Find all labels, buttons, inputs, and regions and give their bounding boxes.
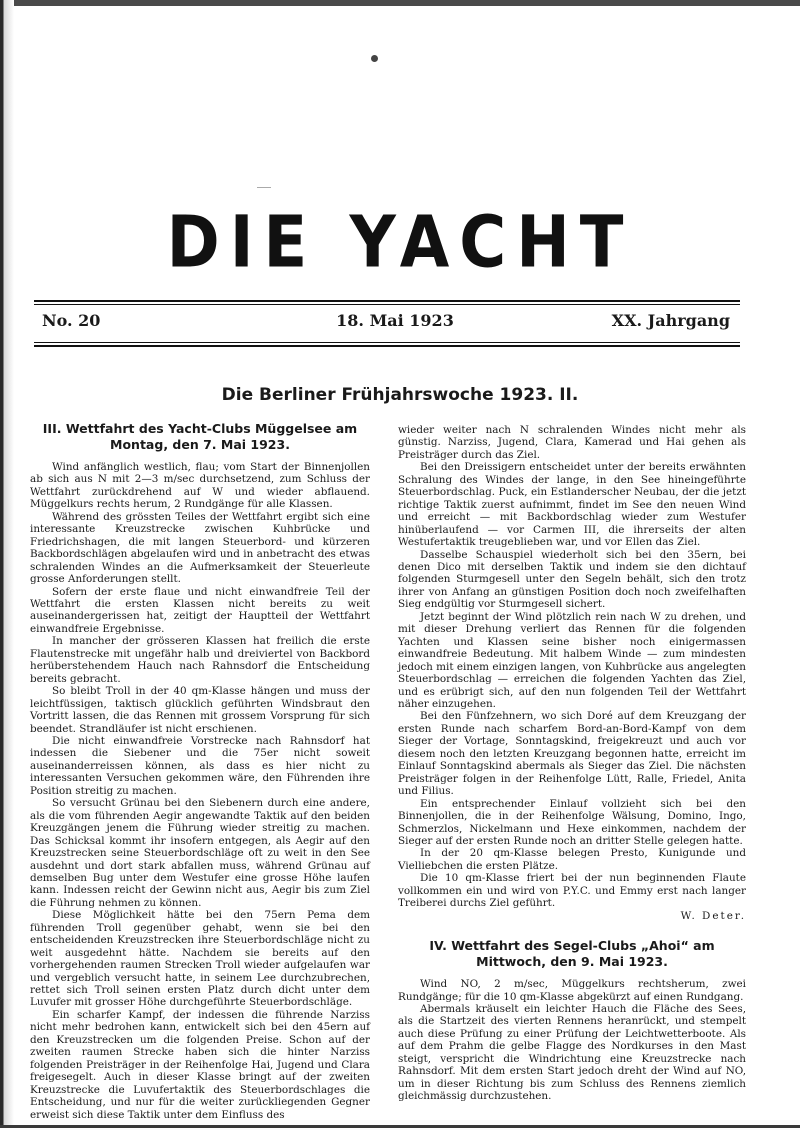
masthead-title: DIE YACHT [166, 201, 634, 285]
issue-volume: XX. Jahrgang [611, 311, 730, 330]
paragraph: Dasselbe Schauspiel wiederholt sich bei den 35ern, bei denen Dico mit derselben Taktik und indem sie den dichtauf folgenden Sturmgesell unter den Segeln behält, sich den trotz ihrer von Anfang an günstigen Position doch noch zweifelhaften Sieg endgültig vor Sturmgesell sichert. [398, 548, 746, 611]
paragraph: Ein scharfer Kampf, der indessen die führende Narziss nicht mehr bedrohen kann, entwickelt sich bei den 45ern auf den Kreuzstrecken um die folgenden Preise. Schon auf der zweiten raumen Strecke haben sich die hinter Narziss folgenden Preisträger in der Reihenfolge Hai, Jugend und Clara freigesegelt. Auch in dieser Klasse bringt auf der zweiten Kreuzstrecke die Luvufertaktik des Steuerbordschlages die Entscheidung, und nur für die weiter zurückliegenden Gegner erweist sich diese Taktik unter dem Einfluss des [30, 1008, 370, 1121]
header-rule-top-thin [34, 304, 740, 305]
binding-hole [371, 55, 378, 62]
header-rule-bottom-thin [34, 342, 740, 343]
paragraph: wieder weiter nach N schralenden Windes nicht mehr als günstig. Narziss, Jugend, Clara, Kamerad und Hai gehen als Preisträger durch das Ziel. [398, 424, 746, 461]
paragraph: Die 10 qm-Klasse friert bei der nun beginnenden Flaute vollkommen ein und wird von P.Y.C. und Emmy erst nach langer Treiberei durchs Ziel geführt. [398, 872, 746, 910]
paragraph: Diese Möglichkeit hätte bei den 75ern Pema dem führenden Troll gegenüber gehabt, wenn sie bei den entscheidenden Kreuzstrecken ihre Steuerbordschläge nicht zu weit ausgedehnt hätte. Nachdem sie bereits auf den vorhergehenden raumen Strecken Troll wieder aufgelaufen war und vergeblich versucht hatte, in seinem Lee durchzubrechen, rettet sich Troll seinen ersten Platz durch dicht unter dem Luvufer mit grosser Höhe durchgeführte Steuerbordschläge. [30, 909, 370, 1009]
section-heading-iii: III. Wettfahrt des Yacht-Clubs Müggelsee am Montag, den 7. Mai 1923. [42, 421, 358, 452]
stray-mark [257, 187, 271, 188]
paragraph: Ein entsprechender Einlauf vollzieht sich bei den Binnenjollen, die in der Reihenfolge Wälsung, Domino, Ingo, Schmerzlos, Nickelmann und Hexe einkommen, nachdem der Sieger auf der ersten Runde noch an dritter Stelle gelegen hatte. [398, 797, 746, 847]
paragraph: Die nicht einwandfreie Vorstrecke nach Rahnsdorf hat indessen die Siebener und die 75er nicht soweit auseinanderreissen können, als dass es hier nicht zu interessanten Versuchen gekommen wäre, den Führenden ihre Position streitig zu machen. [30, 734, 370, 797]
issue-number: No. 20 [42, 311, 101, 330]
article-title: Die Berliner Frühjahrswoche 1923. II. [221, 385, 579, 405]
paragraph: In der 20 qm-Klasse belegen Presto, Kunigunde und Vielliebchen die ersten Plätze. [398, 847, 746, 872]
column-left [30, 421, 370, 1121]
paragraph: Wind anfänglich westlich, flau; vom Start der Binnenjollen ab sich aus N mit 2—3 m/sec durchsetzend, zum Schluss der Wettfahrt zurückdrehend auf W und wieder abflauend. Müggelkurs rechts herum, 2 Rundgänge für alle Klassen. [30, 461, 370, 511]
section-heading-iv: IV. Wettfahrt des Segel-Clubs „Ahoi“ am Mittwoch, den 9. Mai 1923. [429, 938, 715, 970]
paragraph: Sofern der erste flaue und nicht einwandfreie Teil der Wettfahrt die ersten Klassen nicht bereits zu weit auseinandergerissen hat, zeitigt der Hauptteil der Wettfahrt einwandfreie Ergebnisse. [30, 585, 370, 635]
paragraph: Bei den Dreissigern entscheidet unter der bereits erwähnten Schralung des Windes der lange, in den See hineingeführte Steuerbordschlag. Puck, ein Estlanderscher Neubau, der die jetzt richtige Taktik zuerst aufnimmt, findet im See den neuen Wind und erreicht — mit Backbordschlag wieder zum Westufer hinüberlaufend — vor Carmen III, die ihrerseits der alten Westufertaktik treugeblieben war, und vor Ellen das Ziel. [398, 461, 746, 549]
scan-binding-shadow [0, 0, 14, 1128]
author-signature: W. Deter. [680, 909, 746, 922]
paragraph: Wind NO, 2 m/sec, Müggelkurs rechtsherum, zwei Rundgänge; für die 10 qm-Klasse abgekürzt auf einen Rundgang. [398, 978, 746, 1003]
paragraph: Während des grössten Teiles der Wettfahrt ergibt sich eine interessante Kreuzstrecke zwischen Kuhbrücke und Friedrichshagen, die mit langen Steuerbord- und kürzeren Backbordschlägen abgelaufen wird und in anbetracht des etwas schralenden Windes an die Aufmerksamkeit der Steuerleute grosse Anforderungen stellt. [30, 510, 370, 586]
header-rule-top [34, 300, 740, 302]
header-rule-bottom [34, 345, 740, 347]
paragraph: Abermals kräuselt ein leichter Hauch die Fläche des Sees, als die Startzeit des vierten Rennens heranrückt, und stempelt auch diese Prüfung zu einer Prüfung der Leichtwetterboote. Als auf dem Prahm die gelbe Flagge des Nordkurses in den Mast steigt, verspricht die Windrichtung eine Kreuzstrecke nach Rahnsdorf. Mit dem ersten Start jedoch dreht der Wind auf NO, um in dieser Richtung bis zum Schluss des Rennens ziemlich gleichmässig durchzustehen. [398, 1003, 746, 1103]
issue-date: 18. Mai 1923 [336, 311, 454, 330]
paragraph: So versucht Grünau bei den Siebenern durch eine andere, als die vom führenden Aegir angewandte Taktik auf den beiden Kreuzgängen jenem die Führung wieder streitig zu machen. Das Schicksal kommt ihr insofern entgegen, als Aegir auf den Kreuzstrecken seine Steuerbordschläge oft zu weit in den See ausdehnt und dort stark abfallen muss, während Grünau auf demselben Bug unter dem Westufer eine grosse Höhe laufen kann. Indessen reicht der Gewinn nicht aus, Aegir bis zum Ziel die Führung nehmen zu können. [30, 797, 370, 909]
paragraph: Bei den Fünfzehnern, wo sich Doré auf dem Kreuzgang der ersten Runde nach scharfem Bord-an-Bord-Kampf von dem Sieger der Vortage, Sonntagskind, freigekreuzt und auch vor diesem noch den letzten Kreuzgang begonnen hatte, erreicht im Einlauf Sonntagskind abermals als Sieger das Ziel. Die nächsten Preisträger folgen in der Reihenfolge Lütt, Ralle, Friedel, Anita und Filius. [398, 710, 746, 798]
scan-top-edge [0, 0, 800, 6]
paragraph: In mancher der grösseren Klassen hat freilich die erste Flautenstrecke mit ungefähr halb und dreiviertel von Backbord herüberstehendem Hauch nach Rahnsdorf die Entscheidung bereits gebracht. [30, 635, 370, 685]
paragraph: So bleibt Troll in der 40 qm-Klasse hängen und muss der leichtfüssigen, taktisch glücklich geführten Windsbraut den Vortritt lassen, die das Rennen mit grossem Vorsprung für sich beendet. Strandläufer ist nicht erschienen. [30, 685, 370, 735]
column-right [398, 424, 746, 1104]
paragraph: Jetzt beginnt der Wind plötzlich rein nach W zu drehen, und mit dieser Drehung verliert das Rennen für die folgenden Yachten und Klassen seine bisher noch einigermassen einwandfreie Bedeutung. Mit halbem Winde — zum mindesten jedoch mit einem einzigen langen, von Kuhbrücke aus angelegten Steuerbordschlag — erreichen die folgenden Yachten das Ziel, und es erübrigt sich, auf den nun folgenden Teil der Wettfahrt näher einzugehen. [398, 610, 746, 710]
